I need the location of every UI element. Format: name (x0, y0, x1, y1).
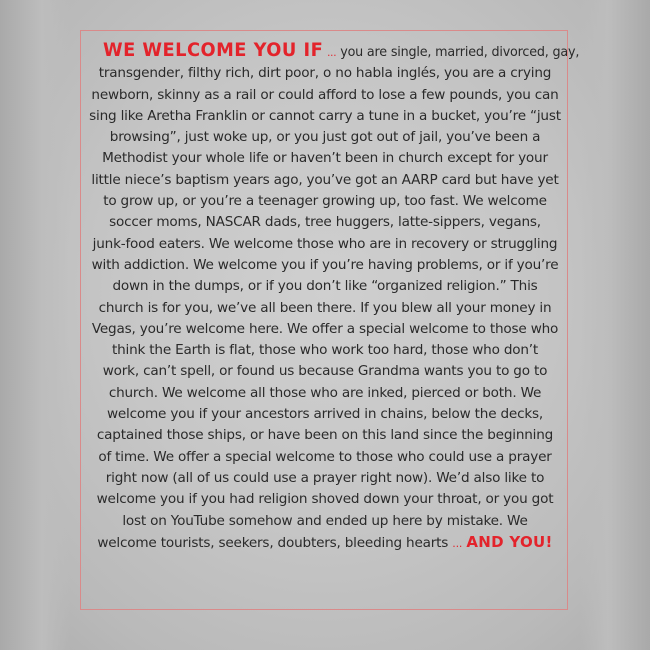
text-line-4: sing like Aretha Franklin or cannot carry a tune in a bucket, you’re “just (89, 107, 561, 124)
text-line-10: junk-food eaters. We welcome those who are in recovery or struggling (92, 235, 558, 252)
text-line-21: right now (all of us could use a prayer right now). We’d also like to (105, 469, 545, 486)
left-sleeve (0, 0, 70, 650)
text-line-8: to grow up, or you’re a teenager growing up, too fast. We welcome (103, 193, 547, 210)
text-line-12: down in the dumps, or if you don’t like “organized religion.” This (112, 278, 538, 295)
text-line-17: church. We welcome all those who are inked, pierced or both. We (108, 384, 542, 401)
text-line-5: browsing”, just woke up, or you just got out of jail, you’ve been a (109, 129, 541, 146)
welcome-text-block (87, 39, 580, 554)
text-line-23: lost on YouTube somehow and ended up here by mistake. We (122, 512, 528, 529)
headline-lead-ellipsis: ... (327, 46, 337, 59)
text-line-7: little niece’s baptism years ago, you’ve got an AARP card but have yet (91, 171, 559, 188)
closing-headline: AND YOU! (466, 532, 553, 551)
text-line: you are single, married, divorced, gay, (340, 44, 580, 60)
closing-ellipsis: ... (452, 536, 463, 550)
text-line-11: with addiction. We welcome you if you’re having problems, or if you’re (91, 256, 559, 273)
text-line-13: church is for you, we’ve all been there. If you blew all your money in (98, 299, 552, 316)
text-line-22: welcome you if you had religion shoved down your throat, or you got (96, 491, 554, 508)
text-line-16: work, can’t spell, or found us because Grandma wants you to go to (102, 363, 548, 380)
text-line-14: Vegas, you’re welcome here. We offer a special welcome to those who (91, 320, 559, 337)
text-line: welcome tourists, seekers, doubters, bleeding hearts (97, 534, 449, 551)
text-line-18: welcome you if your ancestors arrived in chains, below the decks, (106, 406, 544, 423)
text-line-3: newborn, skinny as a rail or could afford to lose a few pounds, you can (91, 86, 559, 103)
right-sleeve (580, 0, 650, 650)
text-line-6: Methodist your whole life or haven’t been in church except for your (102, 150, 548, 167)
text-line-9: soccer moms, NASCAR dads, tree huggers, latte-sippers, vegans, (109, 214, 541, 231)
headline-lead: WE WELCOME YOU IF (103, 39, 324, 61)
text-line-1 (87, 39, 580, 63)
text-line-20: of time. We offer a special welcome to those who could use a prayer (98, 448, 552, 465)
text-line-2: transgender, filthy rich, dirt poor, o no habla inglés, you are a crying (98, 65, 552, 82)
text-line-24 (87, 532, 563, 554)
text-line-19: captained those ships, or have been on this land since the beginning (96, 427, 554, 444)
text-line-15: think the Earth is flat, those who work too hard, those who don’t (111, 342, 539, 359)
